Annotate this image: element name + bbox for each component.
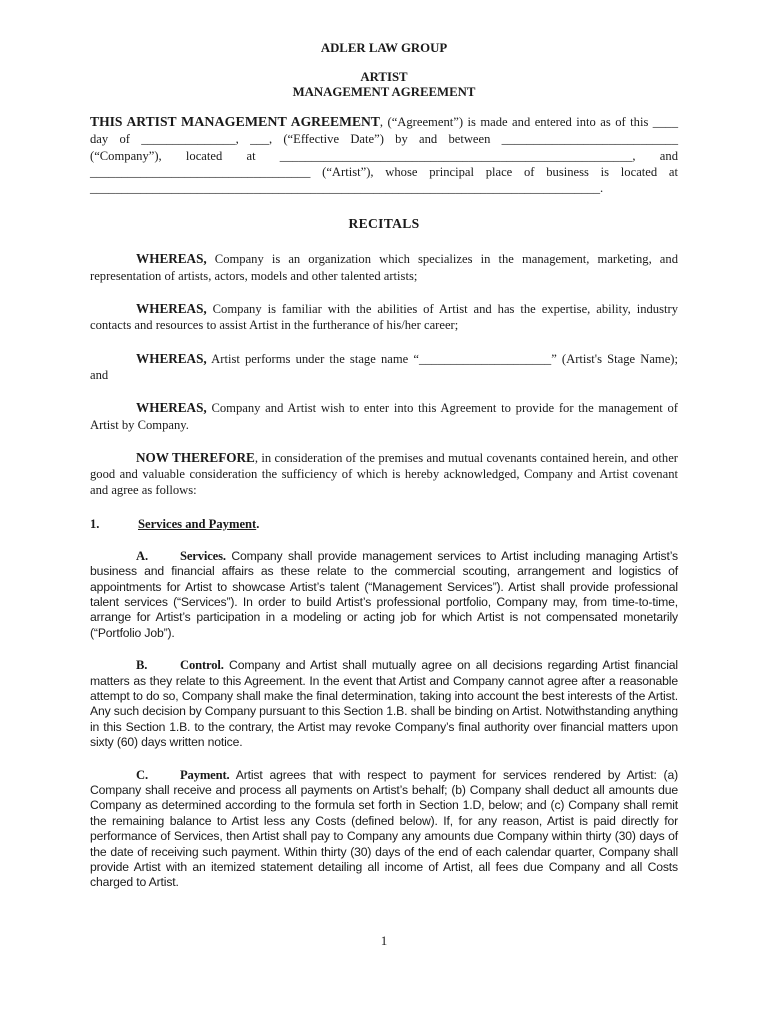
section-number: 1. <box>90 516 100 531</box>
recital-keyword: WHEREAS, <box>136 251 207 267</box>
recital-keyword: NOW THEREFORE <box>136 449 255 465</box>
intro-lead-c: AGREEMENT <box>286 114 380 129</box>
recital-text: Artist performs under the stage name “_____________________” (Artist's Stage Name); and <box>90 351 678 382</box>
subsection-text: Artist agrees that with respect to payment for services rendered by Artist: (a) Company shall receive and process all payments on Artist’s behalf; (b) Company shall deduct all amounts due Company as determined according to the formula set forth in Section 1.D, below; and (c) Company shall remit the remaining balance to Artist less any Costs (defined below). If, for any reason, Artist is paid directly for performance of Services, then Artist shall pay to Company any amounts due Company within thirty (30) days of the date of receiving such payment. Within thirty (30) days of the end of each calendar quarter, Company shall provide Artist with an itemized statement detailing all income of Artist, all fees due Company and all Costs charged to Artist. <box>90 767 678 890</box>
subsection-letter: A. <box>136 548 148 563</box>
subsection-text: Company and Artist shall mutually agree on all decisions regarding Artist financial matters as they relate to this Agreement. In the event that Artist and Company cannot agree after a reasonable attempt to do so, Company shall make the final determination, taking into account the best interests of the Artist. Any such decision by Company pursuant to this Section 1.B. shall be binding on Artist. Notwithstanding anything in this Section 1.B. to the contrary, the Artist may revoke Company’s final authority over financial matters upon sixty (60) days written notice. <box>90 658 678 750</box>
document-title <box>90 70 678 100</box>
recital-paragraph <box>90 351 678 384</box>
title-line-2: MANAGEMENT AGREEMENT <box>292 85 476 99</box>
recital-text: Company and Artist wish to enter into this Agreement to provide for the management of Artist by Company. <box>90 401 678 432</box>
subsection-heading: Services. <box>180 548 226 563</box>
recital-keyword: WHEREAS, <box>136 350 207 366</box>
subsection-services <box>90 549 678 641</box>
section-title-end: . <box>256 516 260 531</box>
section-title: Services and Payment <box>138 516 257 531</box>
recital-text: Company is an organization which specializes in the management, marketing, and representation of artists, actors, models and other talented artists; <box>90 252 678 283</box>
recital-paragraph <box>90 400 678 433</box>
firm-name: ADLER LAW GROUP <box>320 41 448 55</box>
subsection-letter: B. <box>136 658 148 673</box>
intro-lead-b: MANAGEMENT <box>181 115 287 130</box>
recital-paragraph <box>90 301 678 334</box>
recital-text: , in consideration of the premises and mutual covenants contained herein, and other good and valuable consideration the sufficiency of which is hereby acknowledged, Company and Artist covenant and agree as follows: <box>90 450 678 498</box>
title-line-1: ARTIST <box>360 70 408 84</box>
document-page <box>90 40 678 891</box>
recital-keyword: WHEREAS, <box>136 400 207 416</box>
intro-paragraph <box>90 114 678 196</box>
recital-paragraph <box>90 251 678 284</box>
recitals-heading: RECITALS <box>348 216 420 232</box>
intro-lead-a: THIS ARTIST <box>90 114 182 129</box>
now-therefore-paragraph <box>90 450 678 499</box>
section-1-heading <box>90 516 678 532</box>
subsection-text: Company shall provide management services to Artist including managing Artist’s business and financial affairs as these relate to the commercial scouting, arrangement and logistics of appointments for Artist to showcase Artist’s talent (“Management Services”). Artist shall provide professional talent services (“Services”). In order to build Artist’s professional portfolio, Company may, from time-to-time, arrange for Artist’s participation in a modeling or acting job for which Artist is not compensated monetarily (“Portfolio Job”). <box>90 548 678 640</box>
intro-lead <box>90 114 380 129</box>
recital-keyword: WHEREAS, <box>136 301 207 317</box>
subsection-heading: Payment. <box>180 767 230 782</box>
subsection-payment <box>90 768 678 891</box>
subsection-letter: C. <box>136 767 148 782</box>
page-number: 1 <box>380 933 388 948</box>
recital-text: Company is familiar with the abilities of Artist and has the expertise, ability, industry contacts and resources to assist Artist in the furtherance of his/her career; <box>90 302 678 333</box>
intro-body: , (“Agreement”) is made and entered into as of this ____ day of _______________, ___, (“Effective Date”) by and between ____________________________ (“Company”), located at ________________________________________________________, and ___________________________________ (“Artist”), whose principal place of business is located at _________________________________________________________________________________. <box>90 115 678 196</box>
subsection-control <box>90 658 678 750</box>
subsection-heading: Control. <box>180 658 224 673</box>
